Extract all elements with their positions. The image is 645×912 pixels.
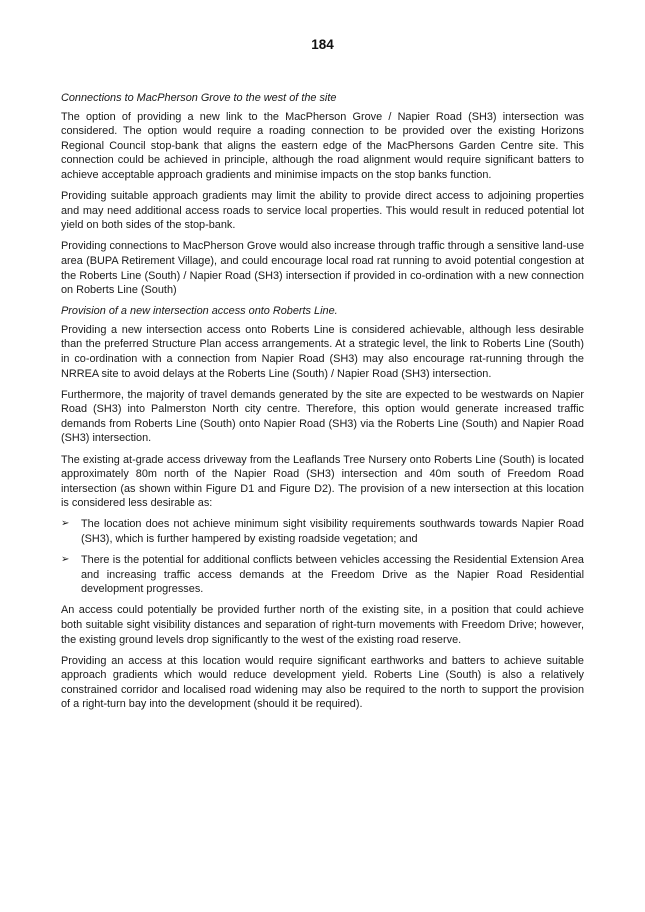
figure-d2-link[interactable]: Figure D2	[279, 482, 329, 495]
page-number: 184	[311, 37, 334, 52]
bullet-text: The location does not achieve minimum sight visibility requirements southwards towards Napier Road (SH3), which is further hampered by existing roadside vegetation; and	[81, 518, 584, 546]
paragraph: An access could potentially be provided further north of the existing site, in a position that could achieve both suitable sight visibility distances and separation of right-turn movements with Freedom Drive; however, the existing ground levels drop significantly to the west of the existing road reserve.	[61, 604, 584, 646]
bullet-list	[61, 517, 584, 596]
figure-d1-link[interactable]: Figure D1	[205, 482, 255, 495]
section-heading-roberts-line: Provision of a new intersection access onto Roberts Line.	[61, 305, 338, 318]
paragraph: Providing a new intersection access onto Roberts Line is considered achievable, although less desirable than the preferred Structure Plan access arrangements. At a strategic level, the link to Roberts Line (South) in co-ordination with a connection from Napier Road (SH3) may also encourage rat-running through the NRREA site to avoid delays at the Roberts Line (South) / Napier Road (SH3) intersection.	[61, 323, 584, 380]
paragraph-text: ). The provision of a new intersection at this location is considered less desirable as:	[61, 482, 584, 510]
paragraph-text: and	[254, 482, 280, 495]
paragraph: The option of providing a new link to the MacPherson Grove / Napier Road (SH3) intersection was considered. The option would require a roading connection to be provided over the existing Horizons Regional Council stop-bank that aligns the eastern edge of the MacPhersons Garden Centre site. This connection could be achieved in principle, although the road alignment would require significant batters to achieve acceptable approach gradients and minimise impacts on the stop banks function.	[61, 110, 584, 181]
paragraph: Providing an access at this location would require significant earthworks and batters to achieve suitable approach gradients which would reduce development yield. Roberts Line (South) is also a relatively constrained corridor and localised road widening may also be required to the north to support the provision of a right-turn bay into the development (should it be required).	[61, 654, 584, 711]
paragraph: Providing suitable approach gradients may limit the ability to provide direct access to adjoining properties and may need additional access roads to service local properties. This would result in reduced potential lot yield on both sides of the stop-bank.	[61, 190, 584, 232]
bullet-item	[61, 517, 584, 546]
arrowhead-bullet-icon: ➢	[61, 554, 70, 566]
arrowhead-bullet-icon: ➢	[61, 518, 70, 530]
paragraph: Furthermore, the majority of travel demands generated by the site are expected to be westwards on Napier Road (SH3) into Palmerston North city centre. Therefore, this option would generate increased traffic demands from Roberts Line (South) onto Napier Road (SH3) via the Roberts Line (South) and Napier Road (SH3) intersection.	[61, 388, 584, 445]
paragraph-text: The existing at-grade access driveway from the Leaflands Tree Nursery onto Roberts Line (South) is located approximately 80m north of the Napier Road (SH3) intersection and 40m south of Freedom Road intersection (as shown within	[61, 453, 584, 495]
paragraph-figure-reference	[61, 453, 584, 511]
section-heading-macpherson-grove: Connections to MacPherson Grove to the west of the site	[61, 92, 337, 104]
bullet-item	[61, 553, 584, 597]
paragraph: Providing connections to MacPherson Grove would also increase through traffic through a sensitive land-use area (BUPA Retirement Village), and could encourage local road rat running to avoid potential congestion at the Roberts Line (South) / Napier Road (SH3) intersection if provided in co-ordination with a new connection on Roberts Line (South)	[61, 240, 584, 297]
bullet-text: There is the potential for additional conflicts between vehicles accessing the Residential Extension Area and increasing traffic access demands at the Freedom Drive as the Napier Road Residential development progresses.	[81, 554, 584, 596]
page-body	[61, 91, 584, 719]
